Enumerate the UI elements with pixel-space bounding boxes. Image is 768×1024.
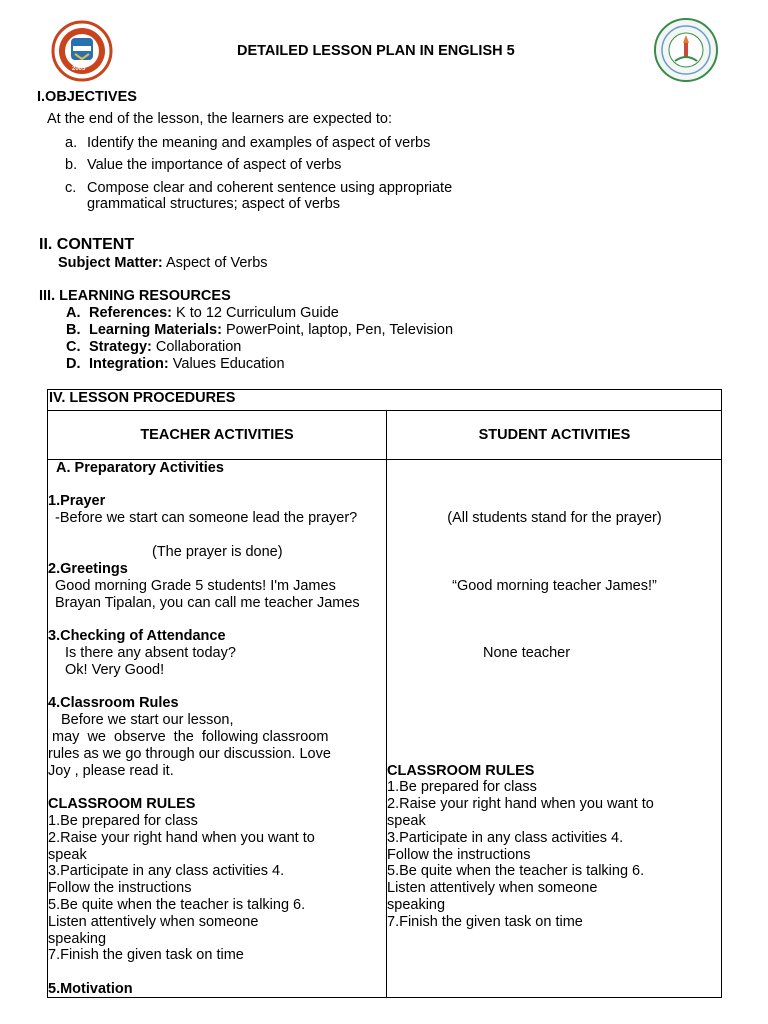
objective-item: Identify the meaning and examples of aspect of verbs <box>87 135 431 151</box>
resource-value: Collaboration <box>151 339 242 355</box>
rules-list-item: Listen attentively when someone <box>387 880 598 896</box>
rules-list-item: 2.Raise your right hand when you want to <box>48 830 315 846</box>
rules-teacher-text: may we observe the following classroom <box>52 729 329 745</box>
left-seal-year: 2005 <box>72 66 86 72</box>
rules-list-item: 5.Be quite when the teacher is talking 6. <box>48 897 306 913</box>
greetings-student-text: “Good morning teacher James!” <box>452 578 657 594</box>
rules-teacher-text: Joy , please read it. <box>48 763 174 779</box>
rules-list-heading: CLASSROOM RULES <box>387 763 535 779</box>
section-preparatory-activities: A. Preparatory Activities <box>56 460 224 476</box>
rules-list-item: speak <box>387 813 426 829</box>
classroom-rules-heading: 4.Classroom Rules <box>48 695 179 711</box>
rules-list-item: 2.Raise your right hand when you want to <box>387 796 654 812</box>
greetings-teacher-text: Good morning Grade 5 students! I'm James <box>55 578 336 594</box>
resource-label: References: <box>89 305 173 321</box>
objective-marker: c. <box>65 180 77 196</box>
attendance-heading: 3.Checking of Attendance <box>48 628 226 644</box>
attendance-teacher-text: Is there any absent today? <box>65 645 236 661</box>
attendance-student-text: None teacher <box>483 645 571 661</box>
rules-teacher-text: rules as we go through our discussion. Love <box>48 746 331 762</box>
objectives-intro: At the end of the lesson, the learners are expected to: <box>47 111 392 127</box>
resource-item <box>66 356 285 372</box>
document-title: DETAILED LESSON PLAN IN ENGLISH 5 <box>237 43 515 59</box>
resource-marker: A. <box>66 305 81 321</box>
objective-item: Compose clear and coherent sentence using appropriate <box>87 180 453 196</box>
lesson-procedures-table <box>47 389 722 998</box>
prayer-student-text: (All students stand for the prayer) <box>447 510 662 526</box>
resource-item <box>66 305 339 321</box>
resource-value: Values Education <box>168 356 285 372</box>
resource-value: K to 12 Curriculum Guide <box>172 305 339 321</box>
objective-marker: b. <box>65 157 78 173</box>
resource-label: Integration: <box>89 356 169 372</box>
school-seal-right <box>653 17 719 83</box>
objectives-heading: I.OBJECTIVES <box>37 89 137 105</box>
subject-matter-label: Subject Matter: <box>58 255 163 271</box>
rules-list-item: speaking <box>48 931 107 947</box>
prayer-note: (The prayer is done) <box>152 544 283 560</box>
resource-item <box>66 339 241 355</box>
table-divider <box>48 410 721 411</box>
objective-item: Value the importance of aspect of verbs <box>87 157 342 173</box>
rules-list-item: 1.Be prepared for class <box>387 779 537 795</box>
objective-marker: a. <box>65 135 78 151</box>
school-seal-left <box>51 20 113 82</box>
rules-list-item: Follow the instructions <box>387 847 531 863</box>
resource-marker: D. <box>66 356 81 372</box>
rules-list-item: 7.Finish the given task on time <box>387 914 583 930</box>
rules-list-item: 1.Be prepared for class <box>48 813 198 829</box>
resource-marker: B. <box>66 322 81 338</box>
procedures-heading: IV. LESSON PROCEDURES <box>49 390 236 406</box>
subject-matter <box>58 255 268 271</box>
rules-list-item: speak <box>48 847 87 863</box>
student-activities-header: STUDENT ACTIVITIES <box>478 427 631 443</box>
motivation-heading: 5.Motivation <box>48 981 133 997</box>
attendance-teacher-text: Ok! Very Good! <box>65 662 165 678</box>
rules-list-item: 7.Finish the given task on time <box>48 947 244 963</box>
resource-label: Strategy: <box>89 339 152 355</box>
rules-list-heading: CLASSROOM RULES <box>48 796 196 812</box>
rules-list-item: 3.Participate in any class activities 4. <box>48 863 285 879</box>
resource-label: Learning Materials: <box>89 322 222 338</box>
prayer-teacher-text: -Before we start can someone lead the prayer? <box>55 510 358 526</box>
rules-list-item: speaking <box>387 897 446 913</box>
resources-heading: III. LEARNING RESOURCES <box>39 288 231 304</box>
rules-list-item: Follow the instructions <box>48 880 192 896</box>
greetings-heading: 2.Greetings <box>48 561 128 577</box>
rules-teacher-text: Before we start our lesson, <box>61 712 234 728</box>
rules-list-item: 3.Participate in any class activities 4. <box>387 830 624 846</box>
rules-list-item: 5.Be quite when the teacher is talking 6. <box>387 863 645 879</box>
rules-list-item: Listen attentively when someone <box>48 914 259 930</box>
resource-value: PowerPoint, laptop, Pen, Television <box>221 322 454 338</box>
objective-item-continued: grammatical structures; aspect of verbs <box>87 196 341 212</box>
subject-matter-value: Aspect of Verbs <box>162 255 268 271</box>
content-heading: II. CONTENT <box>39 236 135 253</box>
resource-item <box>66 322 453 338</box>
resource-marker: C. <box>66 339 81 355</box>
prayer-heading: 1.Prayer <box>48 493 106 509</box>
greetings-teacher-text: Brayan Tipalan, you can call me teacher James <box>55 595 360 611</box>
teacher-activities-header: TEACHER ACTIVITIES <box>140 427 294 443</box>
